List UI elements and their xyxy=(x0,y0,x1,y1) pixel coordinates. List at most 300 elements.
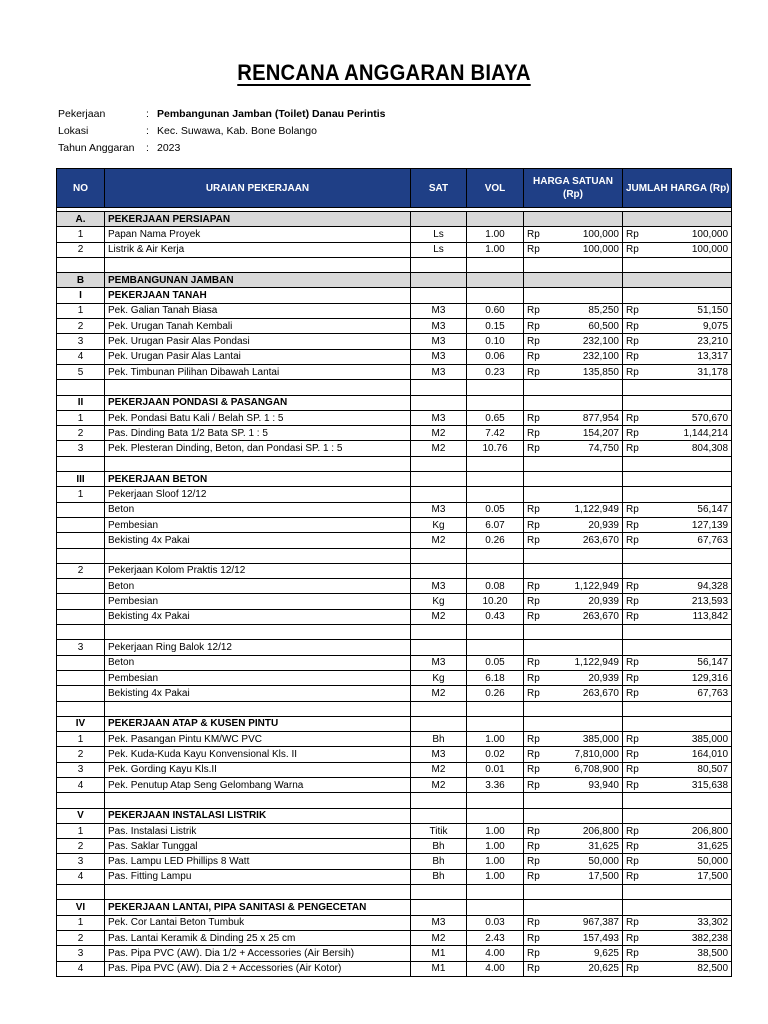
row-harga xyxy=(548,793,623,808)
row-desc xyxy=(105,793,411,808)
row-harga xyxy=(548,563,623,578)
row-currency: Rp xyxy=(623,854,647,869)
row-sat xyxy=(411,625,467,640)
row-no xyxy=(57,686,105,701)
row-harga xyxy=(548,548,623,563)
row-sat: M3 xyxy=(411,303,467,318)
row-no xyxy=(57,533,105,548)
row-jumlah: 67,763 xyxy=(647,686,732,701)
row-vol xyxy=(467,472,524,487)
row-currency: Rp xyxy=(623,747,647,762)
row-jumlah: 80,507 xyxy=(647,762,732,777)
row-no: A. xyxy=(57,212,105,227)
row-jumlah xyxy=(647,257,732,272)
header-jumlah: JUMLAH HARGA (Rp) xyxy=(623,169,732,208)
row-currency: Rp xyxy=(524,579,548,594)
row-vol: 1.00 xyxy=(467,869,524,884)
row-currency xyxy=(524,900,548,915)
row-sat: M2 xyxy=(411,686,467,701)
blank-row xyxy=(57,548,732,563)
table-row xyxy=(57,839,732,854)
table-row xyxy=(57,594,732,609)
row-no: 3 xyxy=(57,640,105,655)
row-desc xyxy=(105,885,411,900)
table-row xyxy=(57,502,732,517)
row-currency xyxy=(524,456,548,471)
row-vol: 0.60 xyxy=(467,303,524,318)
row-jumlah xyxy=(647,273,732,288)
row-sat xyxy=(411,563,467,578)
row-harga: 93,940 xyxy=(548,777,623,792)
row-harga: 385,000 xyxy=(548,732,623,747)
row-vol: 0.05 xyxy=(467,655,524,670)
row-no xyxy=(57,456,105,471)
row-sat: M3 xyxy=(411,364,467,379)
table-row xyxy=(57,441,732,456)
row-desc xyxy=(105,625,411,640)
row-currency: Rp xyxy=(524,854,548,869)
row-vol xyxy=(467,701,524,716)
blank-row xyxy=(57,257,732,272)
row-vol xyxy=(467,456,524,471)
row-no: 2 xyxy=(57,839,105,854)
section-row xyxy=(57,808,732,823)
row-currency xyxy=(623,808,647,823)
row-currency: Rp xyxy=(623,946,647,961)
section-row xyxy=(57,472,732,487)
row-harga xyxy=(548,716,623,731)
row-desc: PEKERJAAN PONDASI & PASANGAN xyxy=(105,395,411,410)
row-currency xyxy=(623,456,647,471)
page-title xyxy=(31,60,738,86)
row-currency: Rp xyxy=(524,533,548,548)
row-no: 2 xyxy=(57,930,105,945)
row-sat: M3 xyxy=(411,579,467,594)
row-no: 3 xyxy=(57,441,105,456)
row-currency xyxy=(623,701,647,716)
row-vol xyxy=(467,563,524,578)
row-no: 5 xyxy=(57,364,105,379)
info-separator: : xyxy=(146,108,149,120)
row-vol xyxy=(467,548,524,563)
row-desc: PEKERJAAN BETON xyxy=(105,472,411,487)
row-sat: Kg xyxy=(411,594,467,609)
row-jumlah: 100,000 xyxy=(647,227,732,242)
row-currency: Rp xyxy=(623,686,647,701)
info-value: Kec. Suwawa, Kab. Bone Bolango xyxy=(157,125,317,137)
row-vol xyxy=(467,380,524,395)
row-harga: 20,939 xyxy=(548,517,623,532)
row-currency xyxy=(623,900,647,915)
table-row xyxy=(57,930,732,945)
row-desc: Pas. Pipa PVC (AW). Dia 2 + Accessories (Air Kotor) xyxy=(105,961,411,976)
row-currency xyxy=(524,395,548,410)
row-currency: Rp xyxy=(623,823,647,838)
row-vol xyxy=(467,625,524,640)
row-currency: Rp xyxy=(524,242,548,257)
row-jumlah: 51,150 xyxy=(647,303,732,318)
blank-row xyxy=(57,625,732,640)
row-jumlah: 67,763 xyxy=(647,533,732,548)
table-row xyxy=(57,579,732,594)
table-row xyxy=(57,364,732,379)
row-sat: Bh xyxy=(411,869,467,884)
row-vol: 1.00 xyxy=(467,732,524,747)
row-harga: 20,939 xyxy=(548,594,623,609)
row-currency xyxy=(623,885,647,900)
row-harga: 7,810,000 xyxy=(548,747,623,762)
row-currency: Rp xyxy=(623,533,647,548)
row-no xyxy=(57,257,105,272)
row-currency: Rp xyxy=(524,334,548,349)
row-vol: 2.43 xyxy=(467,930,524,945)
row-harga: 50,000 xyxy=(548,854,623,869)
row-currency: Rp xyxy=(524,839,548,854)
table-row xyxy=(57,946,732,961)
row-currency: Rp xyxy=(524,441,548,456)
row-no: 1 xyxy=(57,487,105,502)
row-harga xyxy=(548,288,623,303)
row-currency xyxy=(524,288,548,303)
row-desc: Pek. Urugan Pasir Alas Pondasi xyxy=(105,334,411,349)
row-sat: M3 xyxy=(411,410,467,425)
row-no: II xyxy=(57,395,105,410)
row-harga: 6,708,900 xyxy=(548,762,623,777)
row-currency: Rp xyxy=(524,777,548,792)
row-currency xyxy=(623,380,647,395)
row-desc: Pek. Galian Tanah Biasa xyxy=(105,303,411,318)
row-jumlah: 23,210 xyxy=(647,334,732,349)
row-desc: Beton xyxy=(105,579,411,594)
table-row xyxy=(57,517,732,532)
row-currency: Rp xyxy=(524,410,548,425)
row-harga: 1,122,949 xyxy=(548,579,623,594)
row-currency: Rp xyxy=(524,930,548,945)
row-vol: 4.00 xyxy=(467,961,524,976)
row-harga xyxy=(548,395,623,410)
row-harga: 157,493 xyxy=(548,930,623,945)
table-row xyxy=(57,334,732,349)
row-desc: Beton xyxy=(105,655,411,670)
row-no xyxy=(57,793,105,808)
row-desc: PEKERJAAN LANTAI, PIPA SANITASI & PENGECETAN xyxy=(105,900,411,915)
row-jumlah xyxy=(647,701,732,716)
row-currency xyxy=(524,808,548,823)
row-vol xyxy=(467,793,524,808)
row-currency xyxy=(623,625,647,640)
row-sat: M2 xyxy=(411,777,467,792)
row-harga xyxy=(548,625,623,640)
row-currency: Rp xyxy=(623,410,647,425)
row-desc: Pek. Timbunan Pilihan Dibawah Lantai xyxy=(105,364,411,379)
row-sat xyxy=(411,380,467,395)
row-sat: M3 xyxy=(411,334,467,349)
header-harga-line1: HARGA SATUAN xyxy=(533,176,613,187)
row-no xyxy=(57,609,105,624)
table-row xyxy=(57,732,732,747)
row-no: IV xyxy=(57,716,105,731)
row-sat xyxy=(411,288,467,303)
row-no xyxy=(57,625,105,640)
row-desc: PEKERJAAN ATAP & KUSEN PINTU xyxy=(105,716,411,731)
row-sat xyxy=(411,701,467,716)
row-no xyxy=(57,502,105,517)
row-currency: Rp xyxy=(524,655,548,670)
row-no: 2 xyxy=(57,563,105,578)
row-no: 3 xyxy=(57,762,105,777)
row-currency: Rp xyxy=(623,364,647,379)
row-currency: Rp xyxy=(623,915,647,930)
row-jumlah: 113,842 xyxy=(647,609,732,624)
row-currency xyxy=(623,640,647,655)
row-sat: M3 xyxy=(411,747,467,762)
row-jumlah: 9,075 xyxy=(647,319,732,334)
row-no: 1 xyxy=(57,303,105,318)
table-row xyxy=(57,777,732,792)
row-harga: 9,625 xyxy=(548,946,623,961)
row-sat xyxy=(411,472,467,487)
row-currency xyxy=(524,380,548,395)
row-currency: Rp xyxy=(524,762,548,777)
row-desc: PEMBANGUNAN JAMBAN xyxy=(105,273,411,288)
row-sat: Ls xyxy=(411,242,467,257)
row-jumlah xyxy=(647,900,732,915)
row-vol: 0.10 xyxy=(467,334,524,349)
row-currency xyxy=(623,548,647,563)
row-currency: Rp xyxy=(623,303,647,318)
row-desc: Pekerjaan Ring Balok 12/12 xyxy=(105,640,411,655)
row-no: 2 xyxy=(57,242,105,257)
row-desc: Pek. Plesteran Dinding, Beton, dan Pondasi SP. 1 : 5 xyxy=(105,441,411,456)
row-vol: 1.00 xyxy=(467,242,524,257)
row-sat: M1 xyxy=(411,946,467,961)
row-currency: Rp xyxy=(524,502,548,517)
table-row xyxy=(57,426,732,441)
row-currency xyxy=(524,885,548,900)
row-vol: 0.08 xyxy=(467,579,524,594)
row-no: I xyxy=(57,288,105,303)
row-vol: 4.00 xyxy=(467,946,524,961)
info-value: Pembangunan Jamban (Toilet) Danau Perintis xyxy=(157,108,386,120)
row-currency: Rp xyxy=(524,426,548,441)
row-jumlah: 385,000 xyxy=(647,732,732,747)
row-no xyxy=(57,380,105,395)
row-sat xyxy=(411,212,467,227)
row-sat: Kg xyxy=(411,517,467,532)
section-row xyxy=(57,288,732,303)
row-jumlah: 17,500 xyxy=(647,869,732,884)
blank-row xyxy=(57,701,732,716)
row-jumlah xyxy=(647,716,732,731)
row-jumlah xyxy=(647,563,732,578)
row-harga xyxy=(548,380,623,395)
row-currency: Rp xyxy=(623,777,647,792)
row-no: 3 xyxy=(57,854,105,869)
table-row xyxy=(57,762,732,777)
row-currency: Rp xyxy=(524,594,548,609)
row-harga: 135,850 xyxy=(548,364,623,379)
row-currency xyxy=(623,395,647,410)
row-currency xyxy=(623,716,647,731)
row-harga: 232,100 xyxy=(548,334,623,349)
row-jumlah: 56,147 xyxy=(647,655,732,670)
row-sat: Ls xyxy=(411,227,467,242)
row-harga: 20,939 xyxy=(548,670,623,685)
row-harga: 263,670 xyxy=(548,609,623,624)
row-harga xyxy=(548,456,623,471)
row-currency: Rp xyxy=(623,579,647,594)
info-label: Pekerjaan xyxy=(58,108,106,120)
row-desc: Pek. Cor Lantai Beton Tumbuk xyxy=(105,915,411,930)
row-jumlah: 50,000 xyxy=(647,854,732,869)
row-no: B xyxy=(57,273,105,288)
row-desc: PEKERJAAN INSTALASI LISTRIK xyxy=(105,808,411,823)
row-no: 4 xyxy=(57,777,105,792)
row-vol: 1.00 xyxy=(467,854,524,869)
row-currency xyxy=(623,472,647,487)
row-harga: 20,625 xyxy=(548,961,623,976)
row-harga: 263,670 xyxy=(548,686,623,701)
row-jumlah xyxy=(647,625,732,640)
row-desc xyxy=(105,456,411,471)
row-currency xyxy=(524,793,548,808)
row-no: 3 xyxy=(57,946,105,961)
row-jumlah: 129,316 xyxy=(647,670,732,685)
row-desc: Listrik & Air Kerja xyxy=(105,242,411,257)
row-desc: Pembesian xyxy=(105,670,411,685)
row-vol xyxy=(467,885,524,900)
row-harga xyxy=(548,900,623,915)
row-currency xyxy=(524,273,548,288)
section-row xyxy=(57,212,732,227)
row-no xyxy=(57,885,105,900)
table-row xyxy=(57,487,732,502)
row-currency: Rp xyxy=(623,227,647,242)
row-desc xyxy=(105,257,411,272)
row-vol: 1.00 xyxy=(467,839,524,854)
row-currency xyxy=(524,716,548,731)
row-sat: M3 xyxy=(411,655,467,670)
row-vol: 1.00 xyxy=(467,823,524,838)
row-desc: Papan Nama Proyek xyxy=(105,227,411,242)
row-currency: Rp xyxy=(623,762,647,777)
row-desc: Bekisting 4x Pakai xyxy=(105,533,411,548)
table-row xyxy=(57,915,732,930)
table-row xyxy=(57,242,732,257)
header-sat: SAT xyxy=(411,169,467,208)
row-desc: Pekerjaan Sloof 12/12 xyxy=(105,487,411,502)
row-harga xyxy=(548,640,623,655)
row-sat xyxy=(411,808,467,823)
row-jumlah: 94,328 xyxy=(647,579,732,594)
row-currency xyxy=(623,487,647,502)
row-vol xyxy=(467,288,524,303)
row-vol: 0.03 xyxy=(467,915,524,930)
row-desc: Pek. Kuda-Kuda Kayu Konvensional Kls. II xyxy=(105,747,411,762)
row-currency: Rp xyxy=(524,364,548,379)
row-harga: 100,000 xyxy=(548,242,623,257)
row-sat: M3 xyxy=(411,319,467,334)
row-jumlah xyxy=(647,288,732,303)
row-vol: 0.43 xyxy=(467,609,524,624)
table-row xyxy=(57,640,732,655)
row-desc xyxy=(105,380,411,395)
row-harga: 206,800 xyxy=(548,823,623,838)
row-currency: Rp xyxy=(524,869,548,884)
row-vol: 7.42 xyxy=(467,426,524,441)
row-jumlah xyxy=(647,487,732,502)
row-jumlah xyxy=(647,885,732,900)
row-harga: 1,122,949 xyxy=(548,502,623,517)
row-no: 4 xyxy=(57,961,105,976)
row-desc: Pek. Urugan Pasir Alas Lantai xyxy=(105,349,411,364)
row-harga: 154,207 xyxy=(548,426,623,441)
row-vol: 0.26 xyxy=(467,533,524,548)
table-row xyxy=(57,533,732,548)
row-vol xyxy=(467,487,524,502)
table-header xyxy=(57,169,732,212)
row-sat: M3 xyxy=(411,915,467,930)
row-harga xyxy=(548,885,623,900)
blank-row xyxy=(57,380,732,395)
row-currency xyxy=(623,793,647,808)
row-sat: Titik xyxy=(411,823,467,838)
row-no xyxy=(57,579,105,594)
row-vol xyxy=(467,395,524,410)
row-jumlah: 33,302 xyxy=(647,915,732,930)
row-vol: 3.36 xyxy=(467,777,524,792)
row-vol: 0.02 xyxy=(467,747,524,762)
row-currency: Rp xyxy=(524,823,548,838)
row-vol xyxy=(467,900,524,915)
row-sat: M2 xyxy=(411,930,467,945)
title-text: RENCANA ANGGARAN BIAYA xyxy=(237,60,531,85)
row-vol: 0.65 xyxy=(467,410,524,425)
row-currency: Rp xyxy=(623,594,647,609)
row-currency: Rp xyxy=(524,946,548,961)
row-currency xyxy=(524,625,548,640)
row-sat xyxy=(411,885,467,900)
section-row xyxy=(57,395,732,410)
row-jumlah: 213,593 xyxy=(647,594,732,609)
row-jumlah xyxy=(647,808,732,823)
row-no: 4 xyxy=(57,349,105,364)
row-vol: 0.23 xyxy=(467,364,524,379)
row-desc xyxy=(105,701,411,716)
row-desc: Pas. Lampu LED Phillips 8 Watt xyxy=(105,854,411,869)
row-sat: M2 xyxy=(411,533,467,548)
row-desc: Bekisting 4x Pakai xyxy=(105,609,411,624)
row-currency: Rp xyxy=(623,839,647,854)
row-jumlah xyxy=(647,640,732,655)
row-currency: Rp xyxy=(524,303,548,318)
row-jumlah: 206,800 xyxy=(647,823,732,838)
row-currency xyxy=(623,212,647,227)
row-desc: Pembesian xyxy=(105,517,411,532)
row-currency: Rp xyxy=(623,426,647,441)
row-sat xyxy=(411,793,467,808)
row-no: 4 xyxy=(57,869,105,884)
row-currency xyxy=(524,212,548,227)
row-desc: Pembesian xyxy=(105,594,411,609)
table-row xyxy=(57,823,732,838)
section-row xyxy=(57,273,732,288)
row-currency: Rp xyxy=(623,930,647,945)
row-harga xyxy=(548,487,623,502)
row-currency: Rp xyxy=(623,242,647,257)
row-sat: Bh xyxy=(411,854,467,869)
row-currency xyxy=(623,288,647,303)
